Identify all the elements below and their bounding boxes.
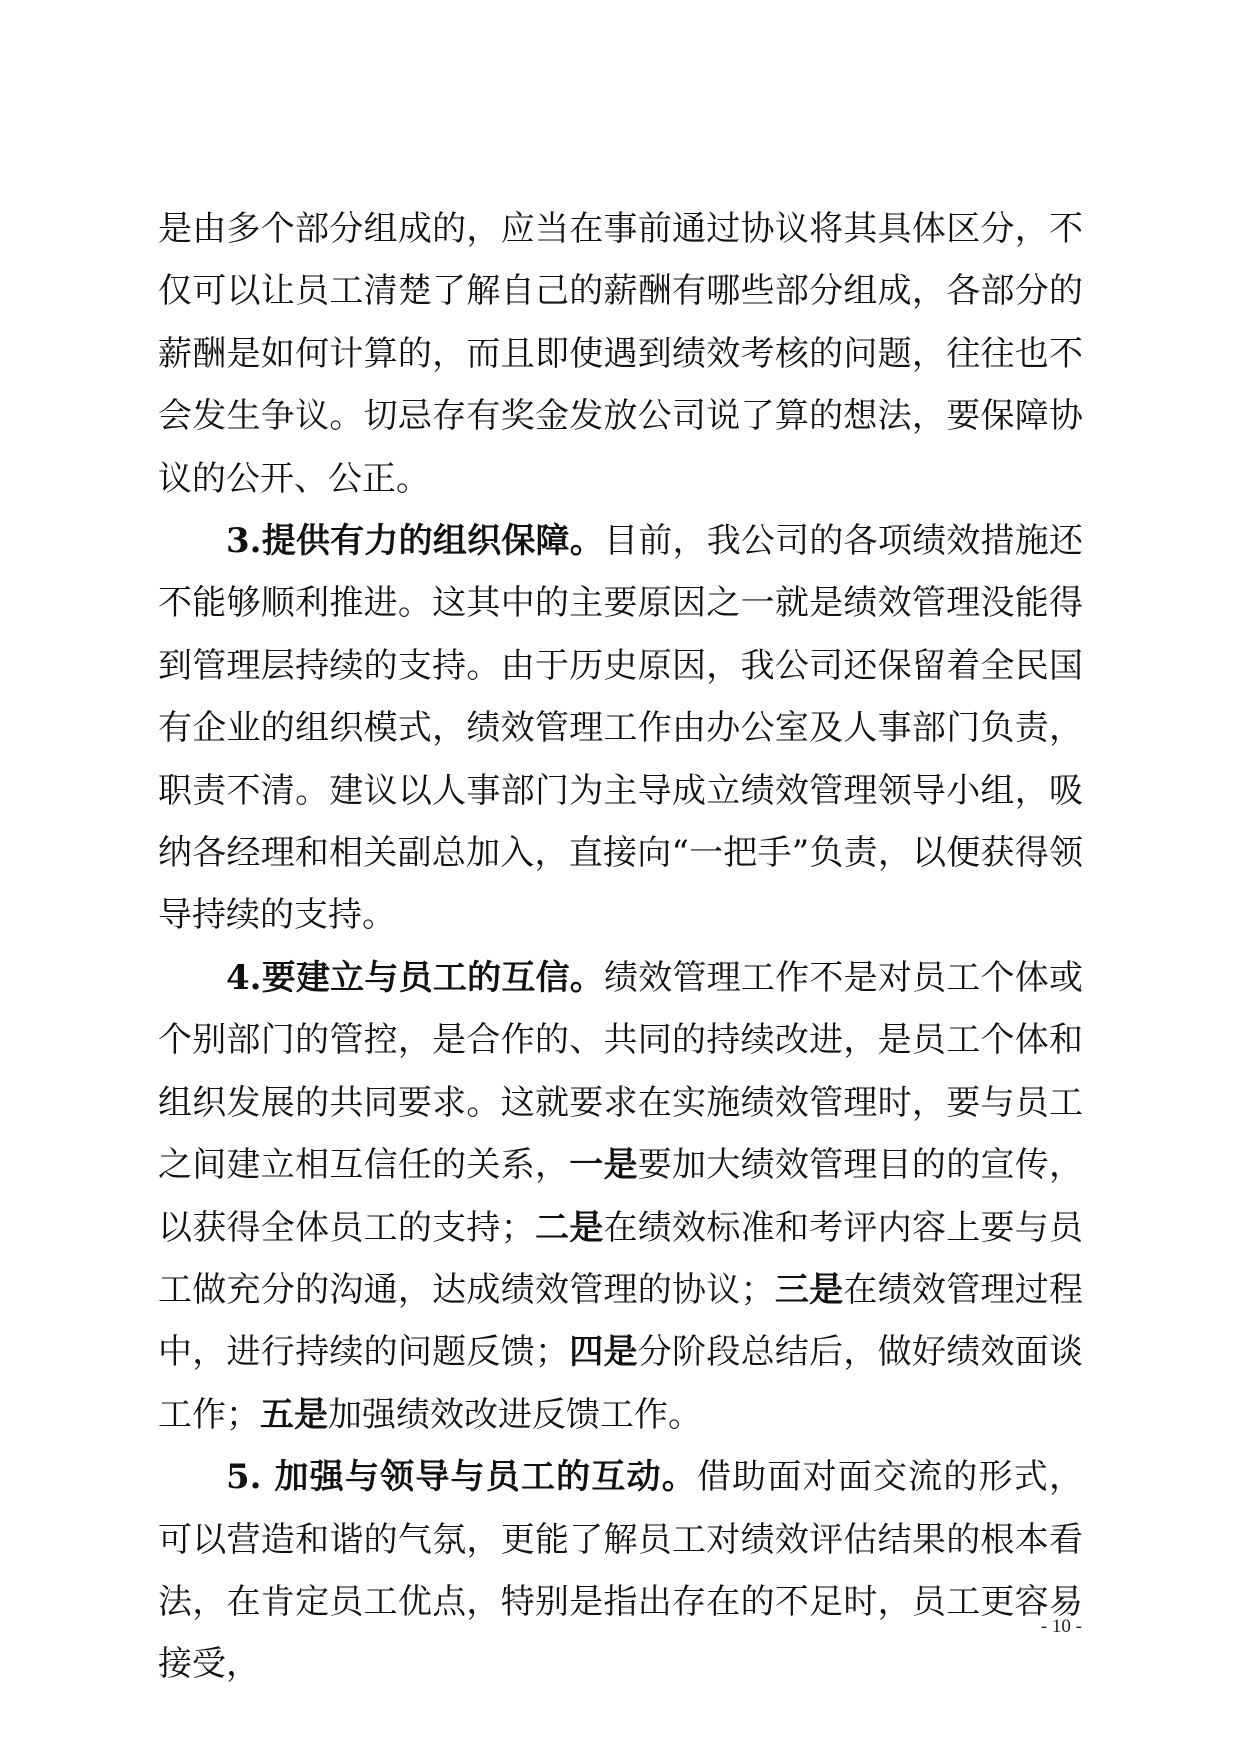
paragraph-2-text: 目前，我公司的各项绩效措施还不能够顺利推进。这其中的主要原因之一就是绩效管理没能得到管理层持续的支持。由于历史原因，我公司还保留着全民国有企业的组织模式，绩效管理工作由办公室及人事部门负责，职责不清。建议以人事部门为主导成立绩效管理领导小组，吸纳各经理和相关副总加入，直接向“一把手”负责，以便获得领导持续的支持。: [158, 521, 1083, 936]
item-3-text: 在绩效管理过程中，进行持续的问题反馈；: [158, 1269, 1084, 1373]
document-body: [158, 198, 1083, 1696]
paragraph-4-heading: 5. 加强与领导与员工的互动。: [226, 1457, 697, 1498]
paragraph-4-text: 借助面对面交流的形式，可以营造和谐的气氛，更能了解员工对绩效评估结果的根本看法，在肯定员工优点，特别是指出存在的不足时，员工更容易接受，: [158, 1457, 1083, 1685]
paragraph-4: [158, 1446, 1083, 1696]
paragraph-2: [158, 510, 1083, 947]
item-2-label: 二是: [534, 1207, 604, 1248]
paragraph-1: [158, 198, 1083, 510]
paragraph-1-text: 是由多个部分组成的，应当在事前通过协议将其具体区分，不仅可以让员工清楚了解自己的薪酬有哪些部分组成，各部分的薪酬是如何计算的，而且即使遇到绩效考核的问题，往往也不会发生争议。切忌存有奖金发放公司说了算的想法，要保障协议的公开、公正。: [158, 209, 1083, 499]
paragraph-3-intro: 绩效管理工作不是对员工个体或个别部门的管控，是合作的、共同的持续改进，是员工个体和组织发展的共同要求。这就要求在实施绩效管理时，要与员工之间建立相互信任的关系，: [158, 957, 1083, 1186]
page-number: - 10 -: [1040, 1616, 1082, 1637]
paragraph-3: [158, 947, 1083, 1446]
item-1-text: 要加大绩效管理目的的宣传，以获得全体员工的支持；: [158, 1145, 1084, 1248]
item-2-text: 在绩效标准和考评内容上要与员工做充分的沟通，达成绩效管理的协议；: [158, 1207, 1084, 1310]
item-5-text: 加强绩效改进反馈工作。: [328, 1394, 702, 1435]
item-5-label: 五是: [260, 1394, 328, 1435]
item-4-text: 分阶段总结后，做好绩效面谈工作；: [158, 1332, 1084, 1435]
paragraph-2-heading: 3.提供有力的组织保障。: [226, 521, 605, 562]
item-1-label: 一是: [569, 1145, 638, 1186]
item-4-label: 四是: [568, 1332, 638, 1373]
paragraph-3-heading: 4.要建立与员工的互信。: [226, 957, 605, 998]
item-3-label: 三是: [774, 1269, 844, 1310]
